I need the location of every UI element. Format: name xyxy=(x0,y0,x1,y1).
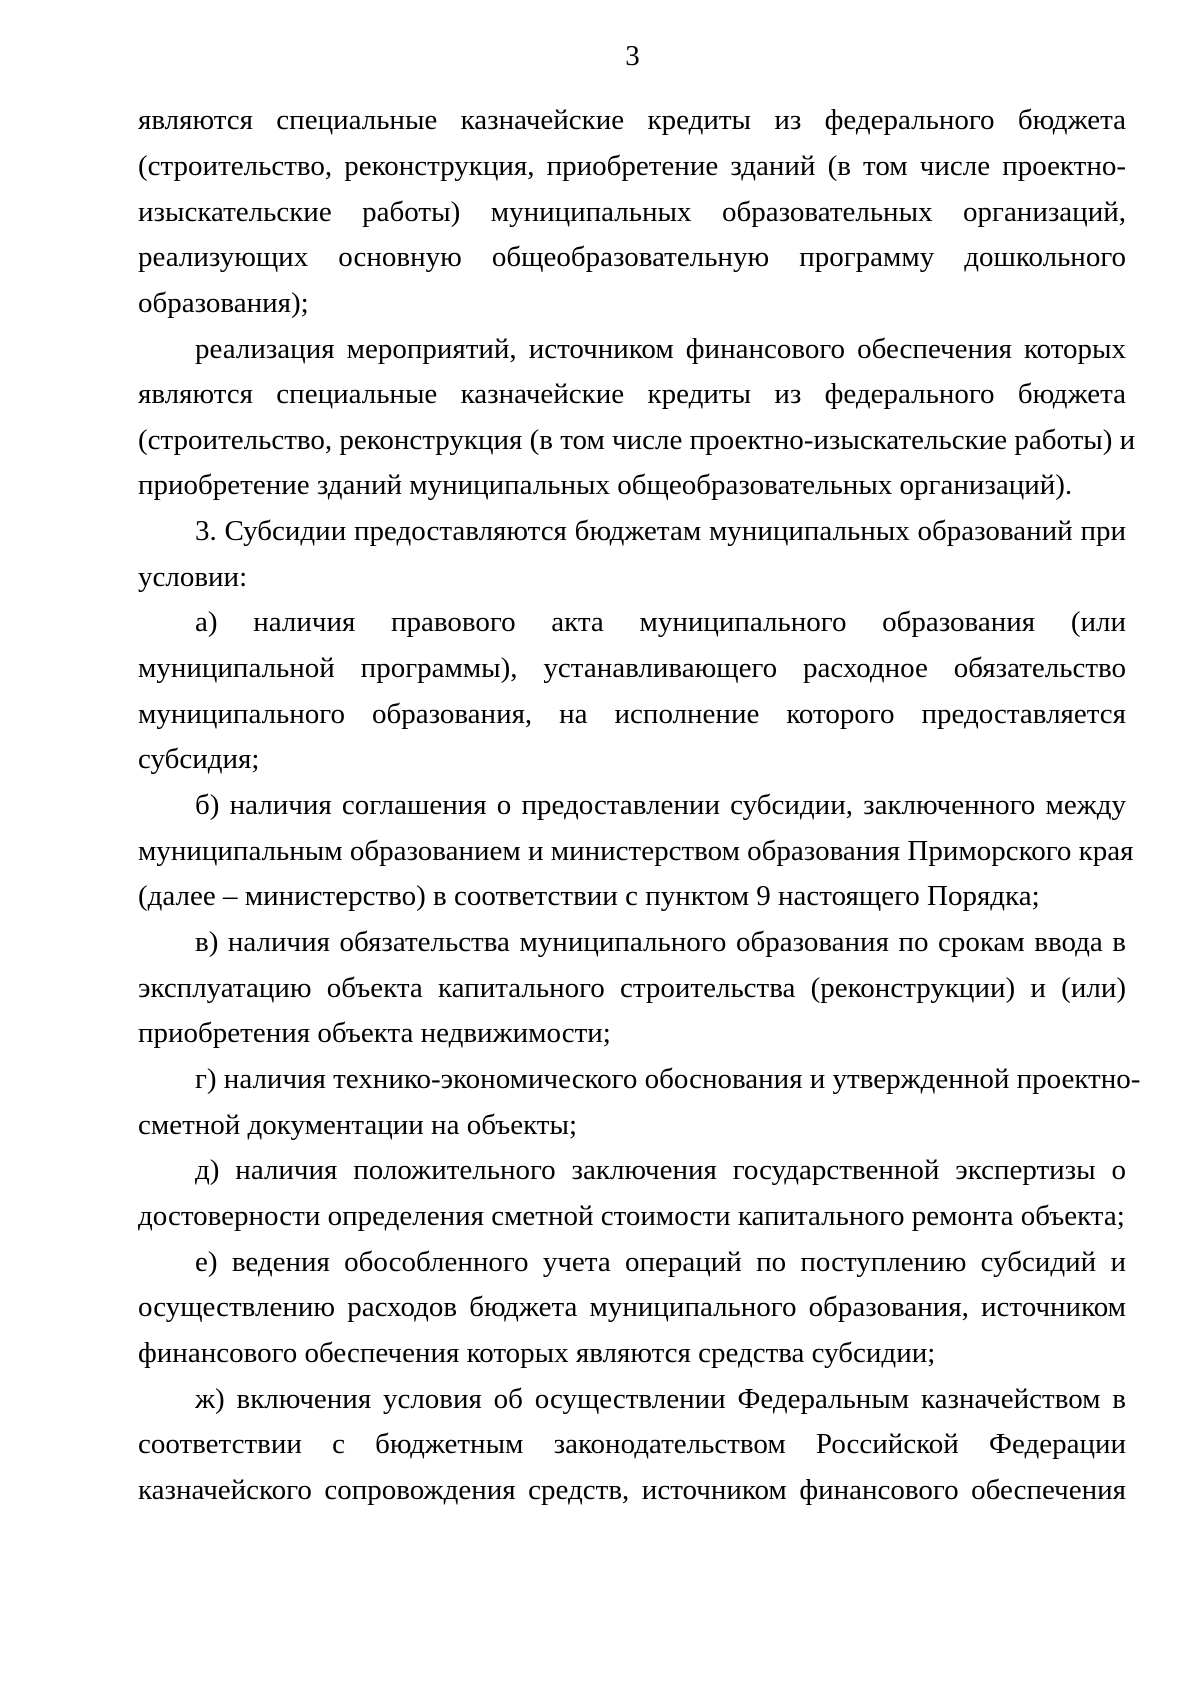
page-number: 3 xyxy=(625,40,640,72)
text-line: казначейского сопровождения средств, источником финансового обеспечения xyxy=(138,1474,1126,1506)
text-line: субсидия; xyxy=(138,743,260,775)
text-line: ж) включения условия об осуществлении Федеральным казначейством в xyxy=(195,1383,1126,1415)
text-line: 3. Субсидии предоставляются бюджетам муниципальных образований при xyxy=(195,515,1126,547)
text-line: (строительство, реконструкция (в том числе проектно-изыскательские работы) и xyxy=(138,424,1136,456)
text-line: реализующих основную общеобразовательную программу дошкольного xyxy=(138,241,1126,273)
text-line: реализация мероприятий, источником финансового обеспечения которых xyxy=(195,333,1126,365)
text-line: образования); xyxy=(138,287,309,319)
text-line: приобретение зданий муниципальных общеобразовательных организаций). xyxy=(138,469,1073,501)
text-line: достоверности определения сметной стоимости капитального ремонта объекта; xyxy=(138,1200,1125,1232)
text-line: осуществлению расходов бюджета муниципального образования, источником xyxy=(138,1291,1126,1323)
text-line: муниципальным образованием и министерством образования Приморского края xyxy=(138,835,1134,867)
text-line: д) наличия положительного заключения государственной экспертизы о xyxy=(195,1154,1126,1186)
text-line: финансового обеспечения которых являются средства субсидии; xyxy=(138,1337,936,1369)
text-line: муниципальной программы), устанавливающего расходное обязательство xyxy=(138,652,1126,684)
text-line: приобретения объекта недвижимости; xyxy=(138,1017,611,1049)
text-line: в) наличия обязательства муниципального образования по срокам ввода в xyxy=(195,926,1126,958)
text-line: (далее – министерство) в соответствии с пунктом 9 настоящего Порядка; xyxy=(138,880,1040,912)
text-line: соответствии с бюджетным законодательством Российской Федерации xyxy=(138,1428,1126,1460)
text-line: условии: xyxy=(138,561,248,593)
text-line: являются специальные казначейские кредиты из федерального бюджета xyxy=(138,378,1126,410)
text-line: а) наличия правового акта муниципального образования (или xyxy=(195,606,1126,638)
text-line: (строительство, реконструкция, приобретение зданий (в том числе проектно- xyxy=(138,150,1126,182)
text-line: являются специальные казначейские кредиты из федерального бюджета xyxy=(138,104,1126,136)
text-line: изыскательские работы) муниципальных образовательных организаций, xyxy=(138,196,1126,228)
text-line: б) наличия соглашения о предоставлении субсидии, заключенного между xyxy=(195,789,1126,821)
text-line: е) ведения обособленного учета операций по поступлению субсидий и xyxy=(195,1246,1126,1278)
text-line: муниципального образования, на исполнение которого предоставляется xyxy=(138,698,1126,730)
text-line: г) наличия технико-экономического обоснования и утвержденной проектно- xyxy=(195,1063,1141,1095)
text-line: эксплуатацию объекта капитального строительства (реконструкции) и (или) xyxy=(138,972,1126,1004)
text-line: сметной документации на объекты; xyxy=(138,1109,578,1141)
